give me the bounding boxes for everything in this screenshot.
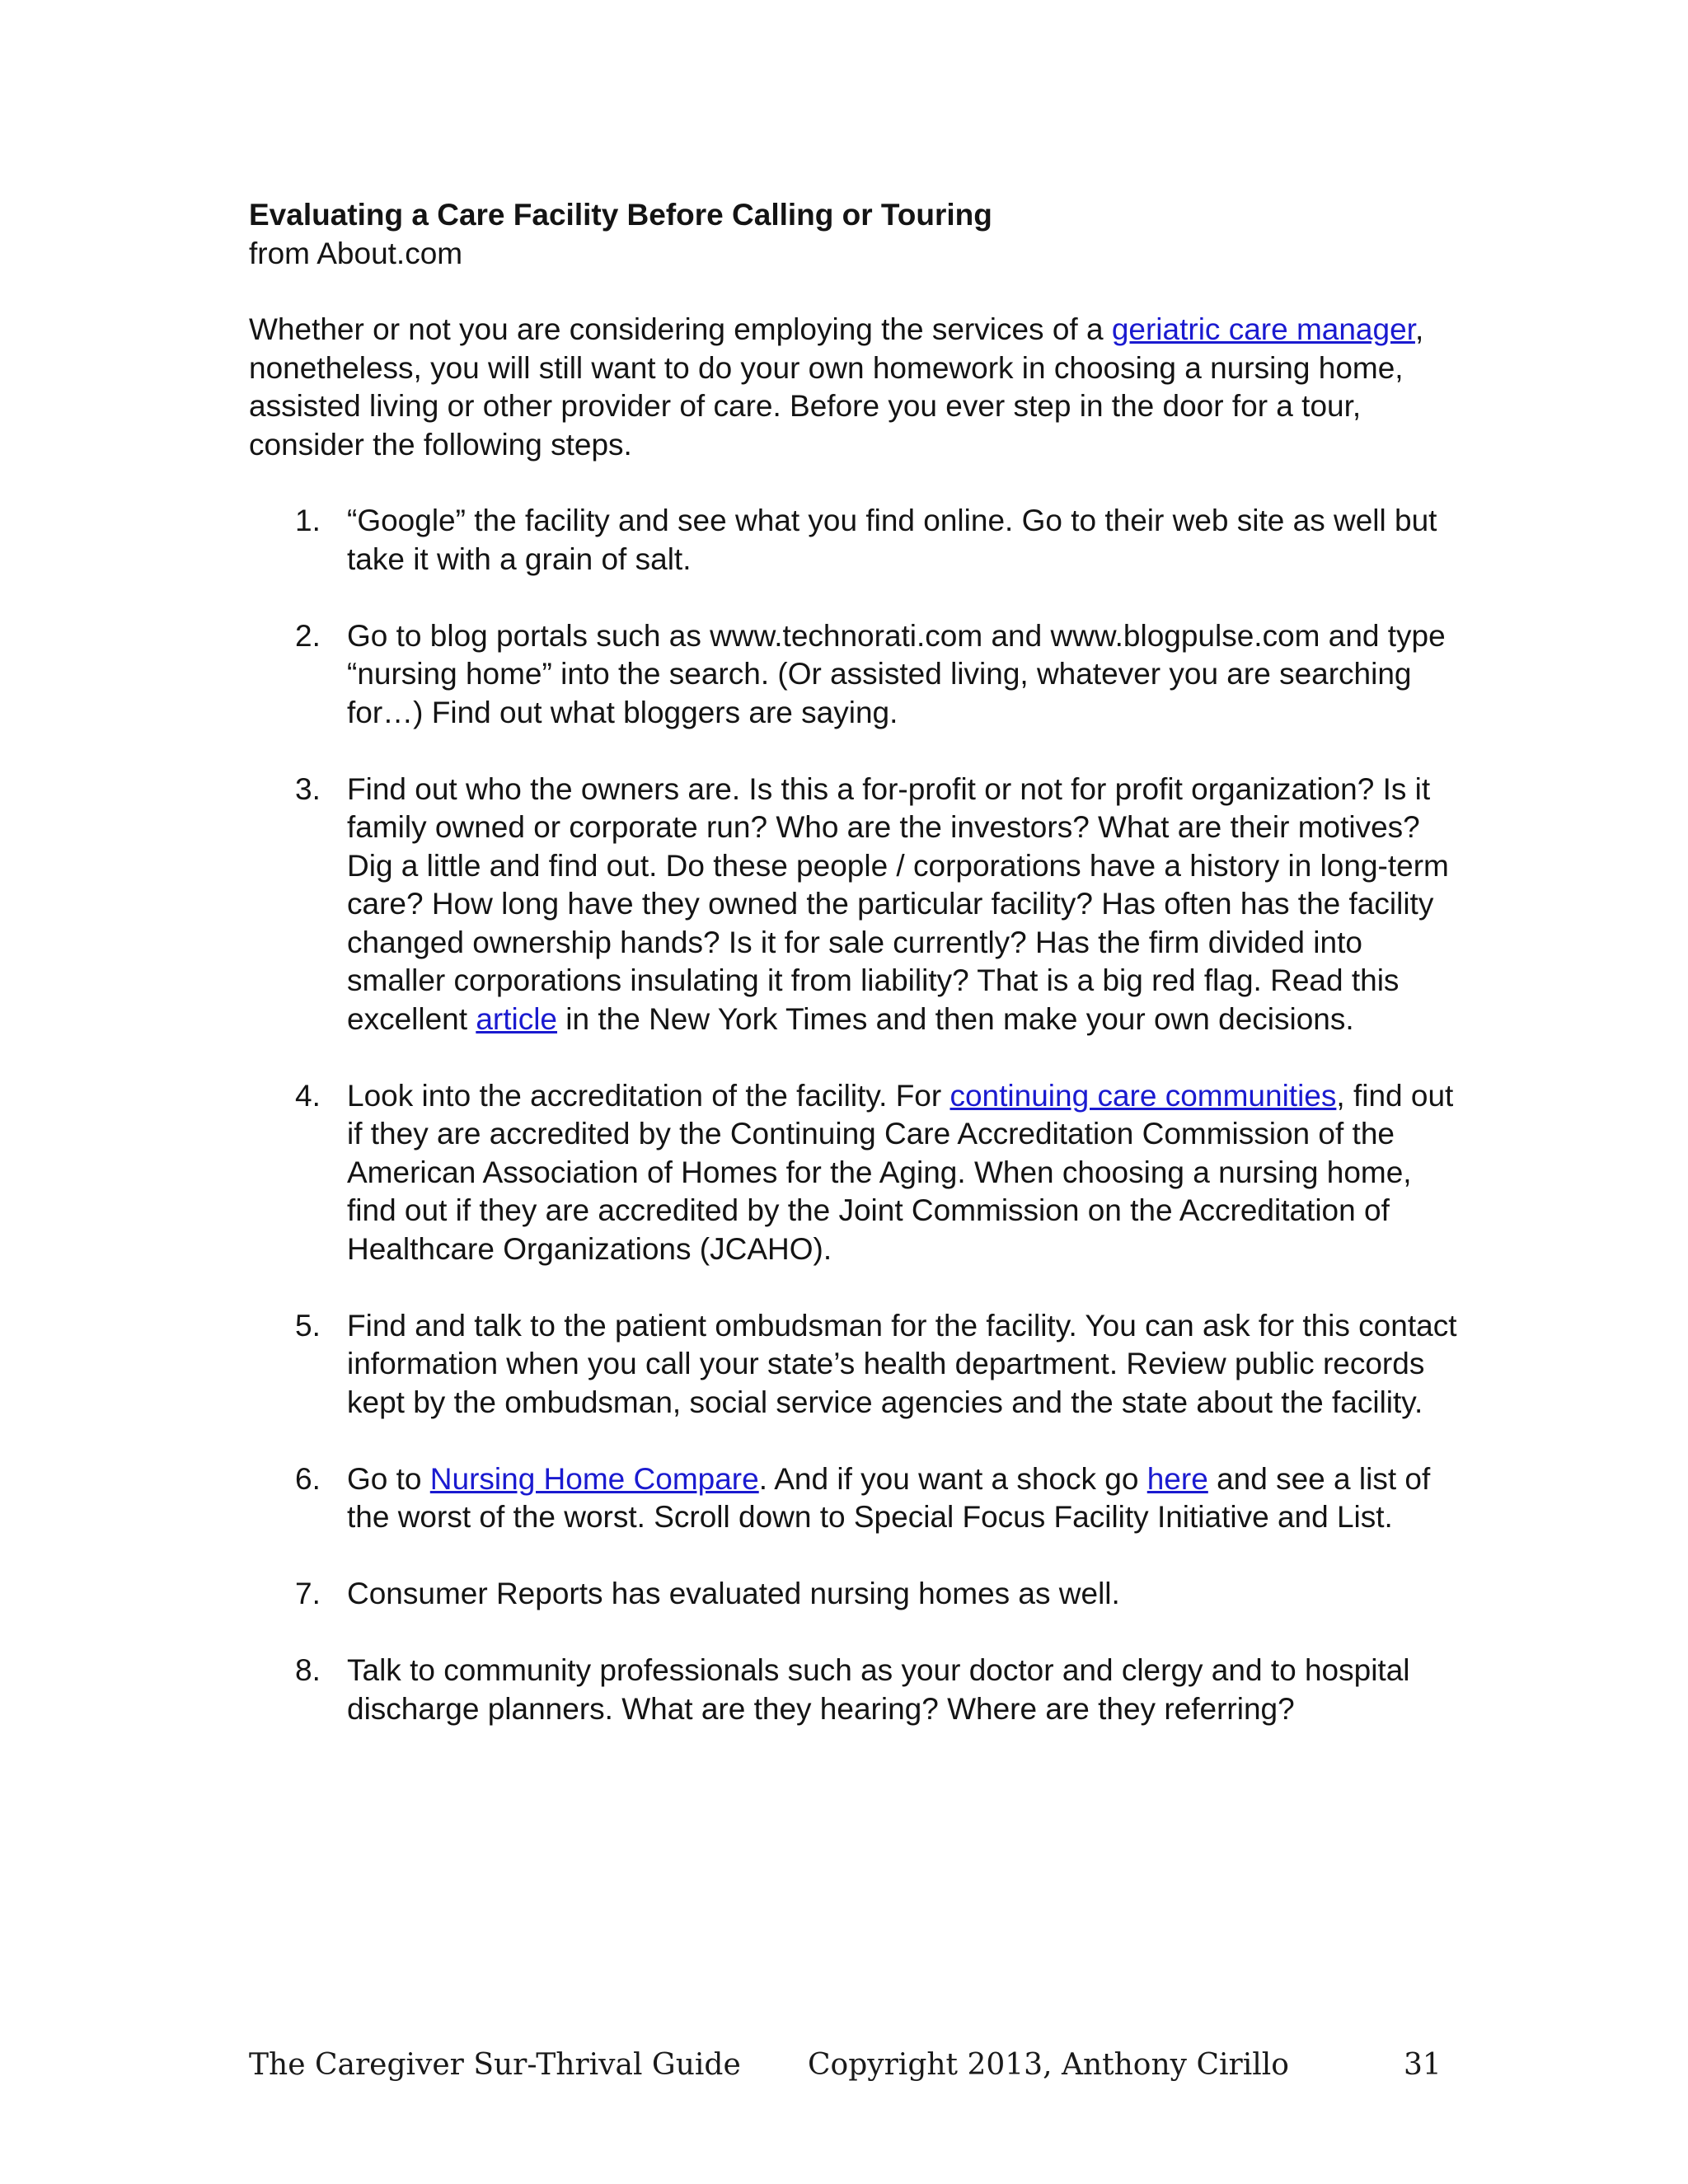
page-title: Evaluating a Care Facility Before Calling or Touring [249,198,992,232]
list-item [249,1077,1461,1269]
list-number: 2. [295,618,321,653]
list-item-text: and see a list of the worst of the worst. Scroll down to Special Focus Facility Initiative and List. [347,1461,1431,1534]
list-item [249,502,1461,579]
footer-copyright: Copyright 2013, Anthony Cirillo [808,2048,1289,2082]
list-item [249,617,1461,733]
footer-book-title: The Caregiver Sur-Thrival Guide [249,2048,741,2082]
list-item-text: Find out who the owners are. Is this a for-profit or not for profit organization? Is it family owned or corporate run? Who are the investors? What are their motives? Dig a little and find out. Do these people / corporations have a history in long-term care? How long have they owned the particular facility? Has often has the facility changed ownership hands? Is it for sale currently? Has the firm divided into smaller corporations insulating it from liability? That is a big red flag. Read this excellent [347,771,1449,1036]
footer-page-number: 31 [1404,2048,1442,2082]
list-number: 4. [295,1078,321,1113]
list-item-text: in the New York Times and then make your own decisions. [557,1001,1354,1036]
list-item-text: , find out if they are accredited by the Continuing Care Accreditation Commission of the American Association of Homes for the Aging. When choosing a nursing home, find out if they are accredited by the Joint Commission on the Accreditation of Healthcare Organizations (JCAHO). [347,1078,1454,1266]
source-line: from About.com [249,236,463,270]
article-link[interactable]: article [476,1001,558,1036]
intro-paragraph [249,311,1461,464]
list-item-text: . And if you want a shock go [758,1461,1147,1496]
steps-list [249,502,1461,1728]
list-item-text: Find and talk to the patient ombudsman for the facility. You can ask for this contact information when you call your state’s health department. Review public records kept by the ombudsman, social service agencies and the state about the facility. [347,1308,1457,1419]
heading-block [249,196,1461,273]
geriatric-care-manager-link[interactable]: geriatric care manager [1111,312,1415,346]
list-item-text: Look into the accreditation of the facility. For [347,1078,950,1113]
list-item [249,1460,1461,1537]
list-item-text: Consumer Reports has evaluated nursing homes as well. [347,1577,1120,1610]
intro-text: , nonetheless, you will still want to do your own homework in choosing a nursing home, assisted living or other provider of care. Before you ever step in the door for a tour, consider the following steps. [249,312,1424,462]
list-number: 7. [295,1577,321,1610]
nursing-home-compare-link[interactable]: Nursing Home Compare [429,1461,759,1496]
list-number: 6. [295,1461,321,1496]
list-item [249,1575,1461,1614]
list-item-text: Go to [347,1461,430,1496]
list-item-text: Go to blog portals such as www.technorati.com and www.blogpulse.com and type “nursing home” into the search. (Or assisted living, whatever you are searching for…) Find out what bloggers are saying. [347,618,1446,729]
list-item [249,1652,1461,1728]
list-number: 5. [295,1308,321,1343]
list-number: 3. [295,771,321,806]
list-item-text: Talk to community professionals such as your doctor and clergy and to hospital discharge planners. What are they hearing? Where are they referring? [347,1653,1410,1726]
here-link[interactable]: here [1146,1461,1208,1496]
list-item [249,771,1461,1039]
main-content [249,196,1461,1767]
continuing-care-communities-link[interactable]: continuing care communities [950,1078,1337,1113]
list-number: 8. [295,1653,321,1687]
list-item [249,1307,1461,1422]
list-number: 1. [295,504,321,537]
intro-text: Whether or not you are considering employing the services of a [249,312,1112,346]
list-item-text: “Google” the facility and see what you find online. Go to their web site as well but take it with a grain of salt. [347,504,1437,576]
